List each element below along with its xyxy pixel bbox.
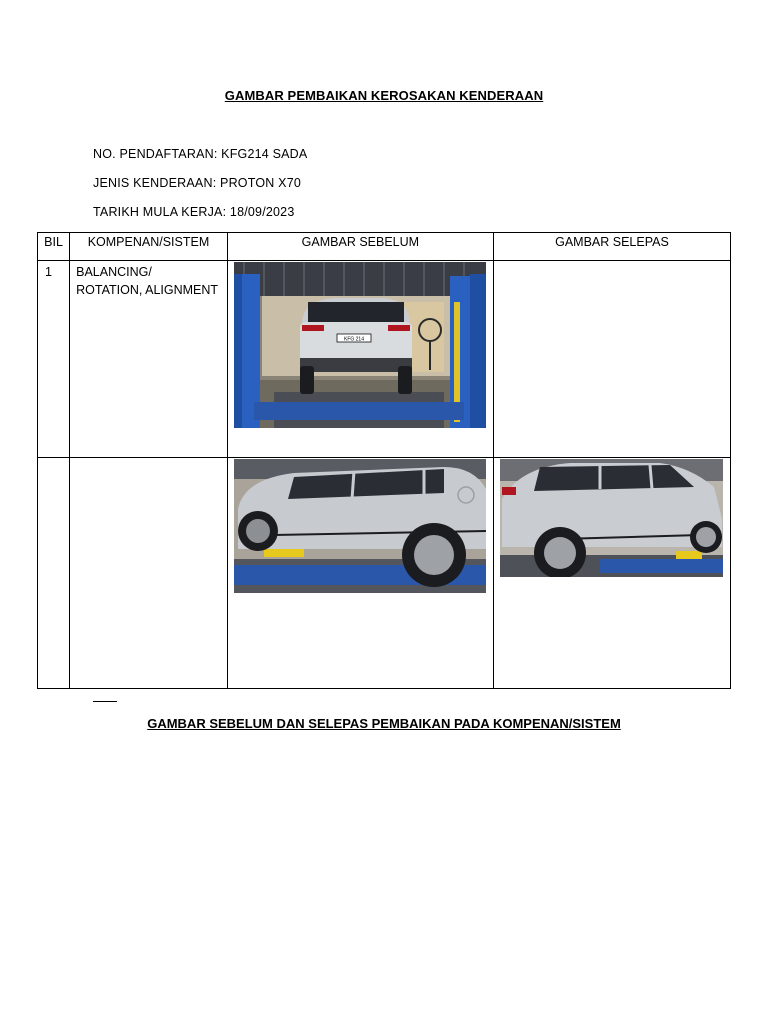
row-bil-cell [38, 261, 70, 458]
photo-caption: GAMBAR SEBELUM DAN SELEPAS PEMBAIKAN PADA KOMPENAN/SISTEM [147, 716, 621, 731]
repair-photo-table [37, 232, 731, 689]
row-component-cell [70, 261, 228, 458]
row-component: BALANCING/ ROTATION, ALIGNMENT [76, 265, 219, 297]
row-bil: 1 [45, 265, 52, 279]
before-photo-cell [227, 458, 493, 689]
row-bil [38, 458, 69, 462]
registration-number: NO. PENDAFTARAN: KFG214 SADA [93, 147, 308, 161]
short-underline [93, 701, 117, 702]
after-photo-cell [493, 458, 730, 689]
after-photo-cell [493, 261, 730, 458]
header-bil: BIL [38, 233, 70, 261]
header-before: GAMBAR SEBELUM [227, 233, 493, 261]
table-header-row [38, 233, 731, 261]
vehicle-type: JENIS KENDERAAN: PROTON X70 [93, 176, 302, 190]
row-component [70, 458, 227, 460]
header-component: KOMPENAN/SISTEM [70, 233, 228, 261]
license-plate-text: KFG 214 [343, 336, 364, 343]
table-row [38, 458, 731, 689]
work-start-date: TARIKH MULA KERJA: 18/09/2023 [93, 205, 295, 219]
header-after: GAMBAR SELEPAS [493, 233, 730, 261]
document-title: GAMBAR PEMBAIKAN KEROSAKAN KENDERAAN [224, 88, 544, 103]
before-photo-cell [227, 261, 493, 458]
car-side-after-repair-photo [500, 459, 723, 577]
row-component-cell [70, 458, 228, 689]
table-row [38, 261, 731, 458]
car-rear-on-lift-photo [234, 262, 486, 428]
row-bil-cell [38, 458, 70, 689]
car-side-on-alignment-rack-photo [234, 459, 486, 593]
